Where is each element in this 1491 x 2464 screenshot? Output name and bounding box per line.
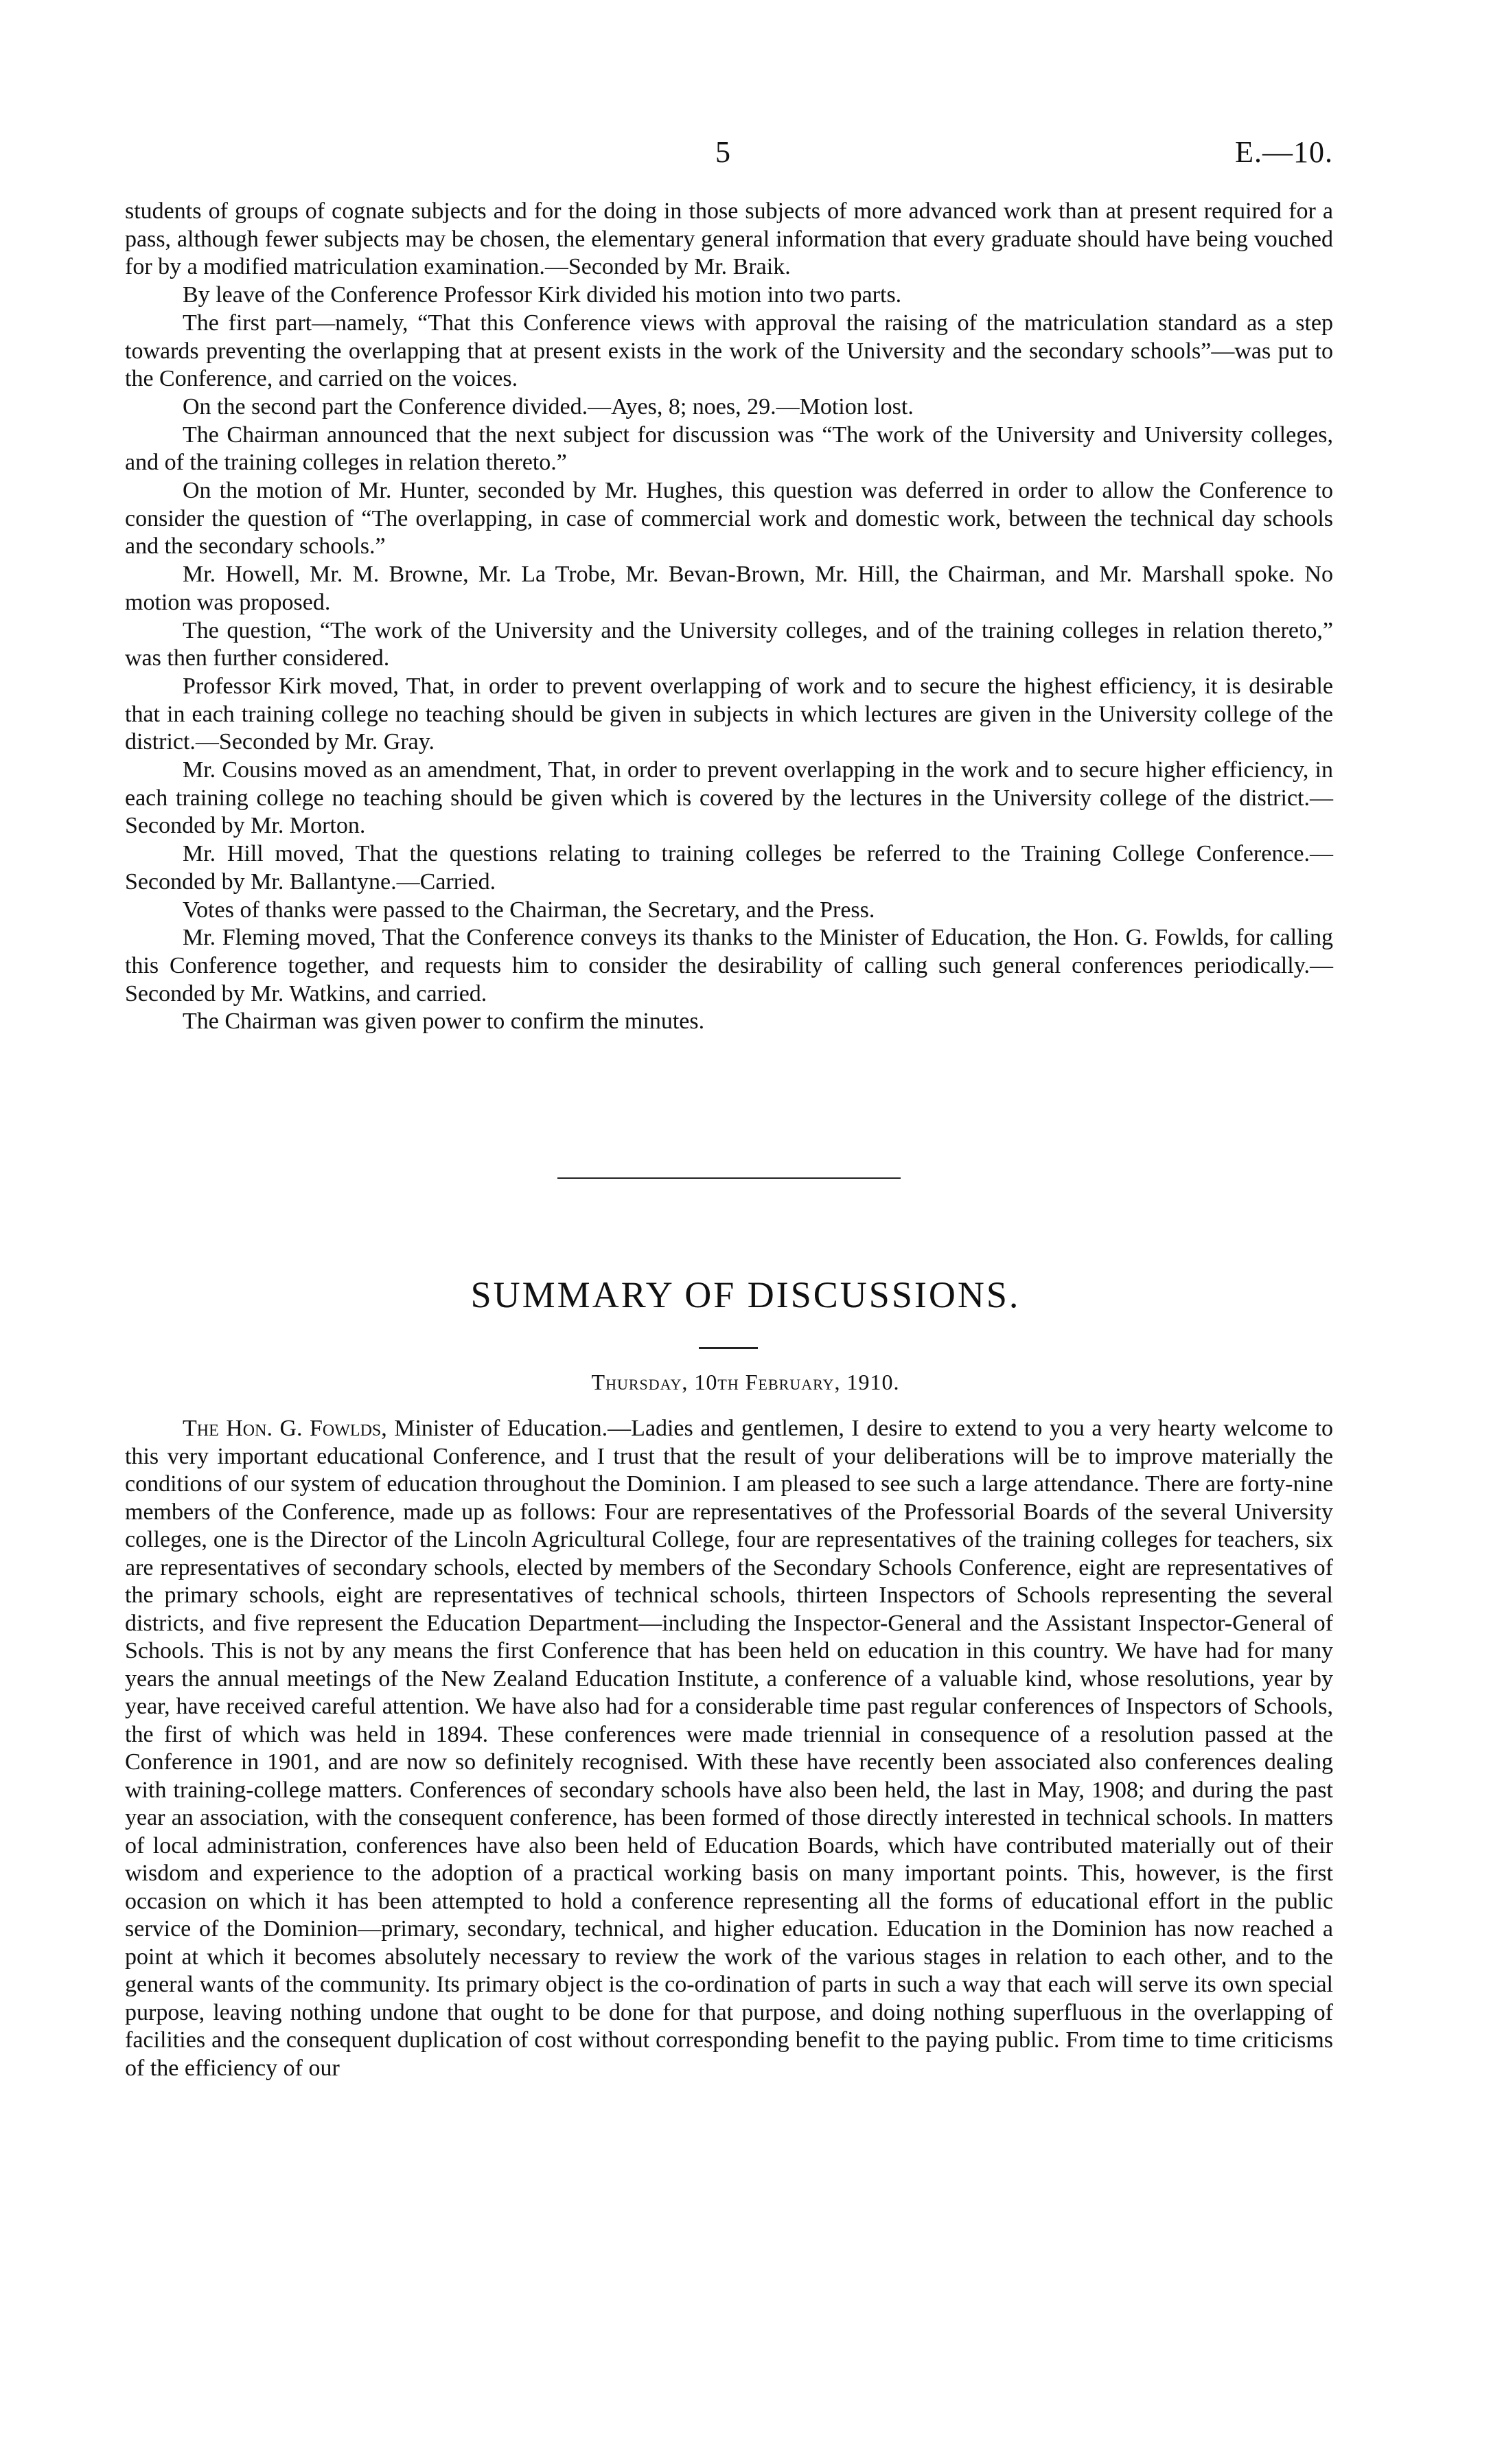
summary-paragraph [125,1415,1333,2082]
proceedings-paragraph: The first part—namely, “That this Conference views with approval the raising of the matriculation standard as a step towards preventing the overlapping that at present exists in the work of the University and the secondary schools”—was put to the Conference, and carried on the voices. [125,310,1333,392]
page-header [125,135,1333,176]
summary-title: SUMMARY OF DISCUSSIONS. [470,1274,1021,1315]
summary-section [125,1415,1333,2082]
speaker-name: The Hon. G. Fowlds [183,1416,382,1441]
proceedings-paragraph: students of groups of cognate subjects and for the doing in those subjects of more advanced work than at present required for a pass, although fewer subjects may be chosen, the elementary general information that every graduate should have being vouched for by a modified matriculation examination.—Seconded by Mr. Braik. [125,198,1333,280]
proceedings-paragraph: Professor Kirk moved, That, in order to prevent overlapping of work and to secure the highest efficiency, it is desirable that in each training college no teaching should be given in subjects in which lectures are given in the University college of the district.—Seconded by Mr. Gray. [125,673,1333,755]
proceedings-paragraph: By leave of the Conference Professor Kirk divided his motion into two parts. [183,282,902,308]
proceedings-paragraph: Mr. Hill moved, That the questions relating to training colleges be referred to the Training College Conference.—Seconded by Mr. Ballantyne.—Carried. [125,841,1333,895]
proceedings-paragraph: Votes of thanks were passed to the Chairman, the Secretary, and the Press. [183,897,875,923]
proceedings-paragraph: On the motion of Mr. Hunter, seconded by Mr. Hughes, this question was deferred in order to allow the Conference to consider the question of “The overlapping, in case of commercial work and domestic work, between the technical day schools and the secondary schools.” [125,478,1333,560]
proceedings-paragraph: On the second part the Conference divided.—Ayes, 8; noes, 29.—Motion lost. [183,393,914,419]
session-date: Thursday, 10th February, 1910. [591,1370,900,1394]
proceedings-paragraph: The question, “The work of the University and the University colleges, and of the training colleges in relation thereto,” was then further considered. [125,617,1333,671]
speech-text: , Minister of Education.—Ladies and gentlemen, I desire to extend to you a very hearty welcome to this very important educational Conference, and I trust that the result of your deliberations will be to improve materially the conditions of our system of education throughout the Dominion. I am pleased to see such a large attendance. There are forty-nine members of the Conference, made up as follows: Four are representatives of the Professorial Boards of the several University colleges, one is the Director of the Lincoln Agricultural College, four are representatives of the training colleges for teachers, six are representatives of secondary schools, elected by members of the Secondary Schools Conference, eight are representatives of the primary schools, eight are representatives of technical schools, thirteen Inspectors of Schools representing the several districts, and five represent the Education Department—including the Inspector-General and the Assistant Inspector-General of Schools. This is not by any means the first Conference that has been held on education in this country. We have had for many years the annual meetings of the New Zealand Education Institute, a conference of a valuable kind, whose resolutions, year by year, have received careful attention. We have also had for a considerable time past regular conferences of Inspectors of Schools, the first of which was held in 1894. These conferences were made triennial in consequence of a resolution passed at the Conference in 1901, and are now so definitely recognised. With these have recently been associated also conferences dealing with training-college matters. Conferences of secondary schools have also been held, the last in May, 1908; and during the past year an association, with the consequent conference, has been formed of those directly interested in technical schools. In matters of local administration, conferences have also been held of Education Boards, which have contributed materially out of their wisdom and experience to the adoption of a practical working basis on many important points. This, however, is the first occasion on which it has been attempted to hold a conference representing all the forms of educational effort in the public service of the Dominion—primary, secondary, technical, and higher education. Education in the Dominion has now reached a point at which it becomes absolutely necessary to review the work of the various stages in relation to each other, and to the general wants of the community. Its primary object is the co-ordination of parts in such a way that each will serve its own special purpose, leaving nothing undone that ought to be done for that purpose, and doing nothing superfluous in the overlapping of facilities and the consequent duplication of cost without corresponding benefit to the paying public. From time to time criticisms of the efficiency of our [125,1416,1333,2081]
proceedings-paragraph: Mr. Cousins moved as an amendment, That, in order to prevent overlapping in the work and to secure higher efficiency, in each training college no teaching should be given which is covered by the lectures in the University college of the district.—Seconded by Mr. Morton. [125,757,1333,839]
proceedings-paragraph: The Chairman was given power to confirm the minutes. [183,1009,705,1035]
title-rule [699,1347,758,1349]
proceedings-paragraph: The Chairman announced that the next subject for discussion was “The work of the University and University colleges, and of the training colleges in relation thereto.” [125,422,1333,476]
proceedings-section [125,198,1333,1036]
document-reference: E.—10. [1235,135,1333,169]
proceedings-paragraph: Mr. Fleming moved, That the Conference conveys its thanks to the Minister of Education, the Hon. G. Fowlds, for calling this Conference together, and requests him to consider the desirability of calling such general conferences periodically.—Seconded by Mr. Watkins, and carried. [125,925,1333,1006]
proceedings-paragraph: Mr. Howell, Mr. M. Browne, Mr. La Trobe, Mr. Bevan-Brown, Mr. Hill, the Chairman, and Mr. Marshall spoke. No motion was proposed. [125,562,1333,615]
section-divider [557,1177,901,1179]
page-number: 5 [715,135,730,169]
